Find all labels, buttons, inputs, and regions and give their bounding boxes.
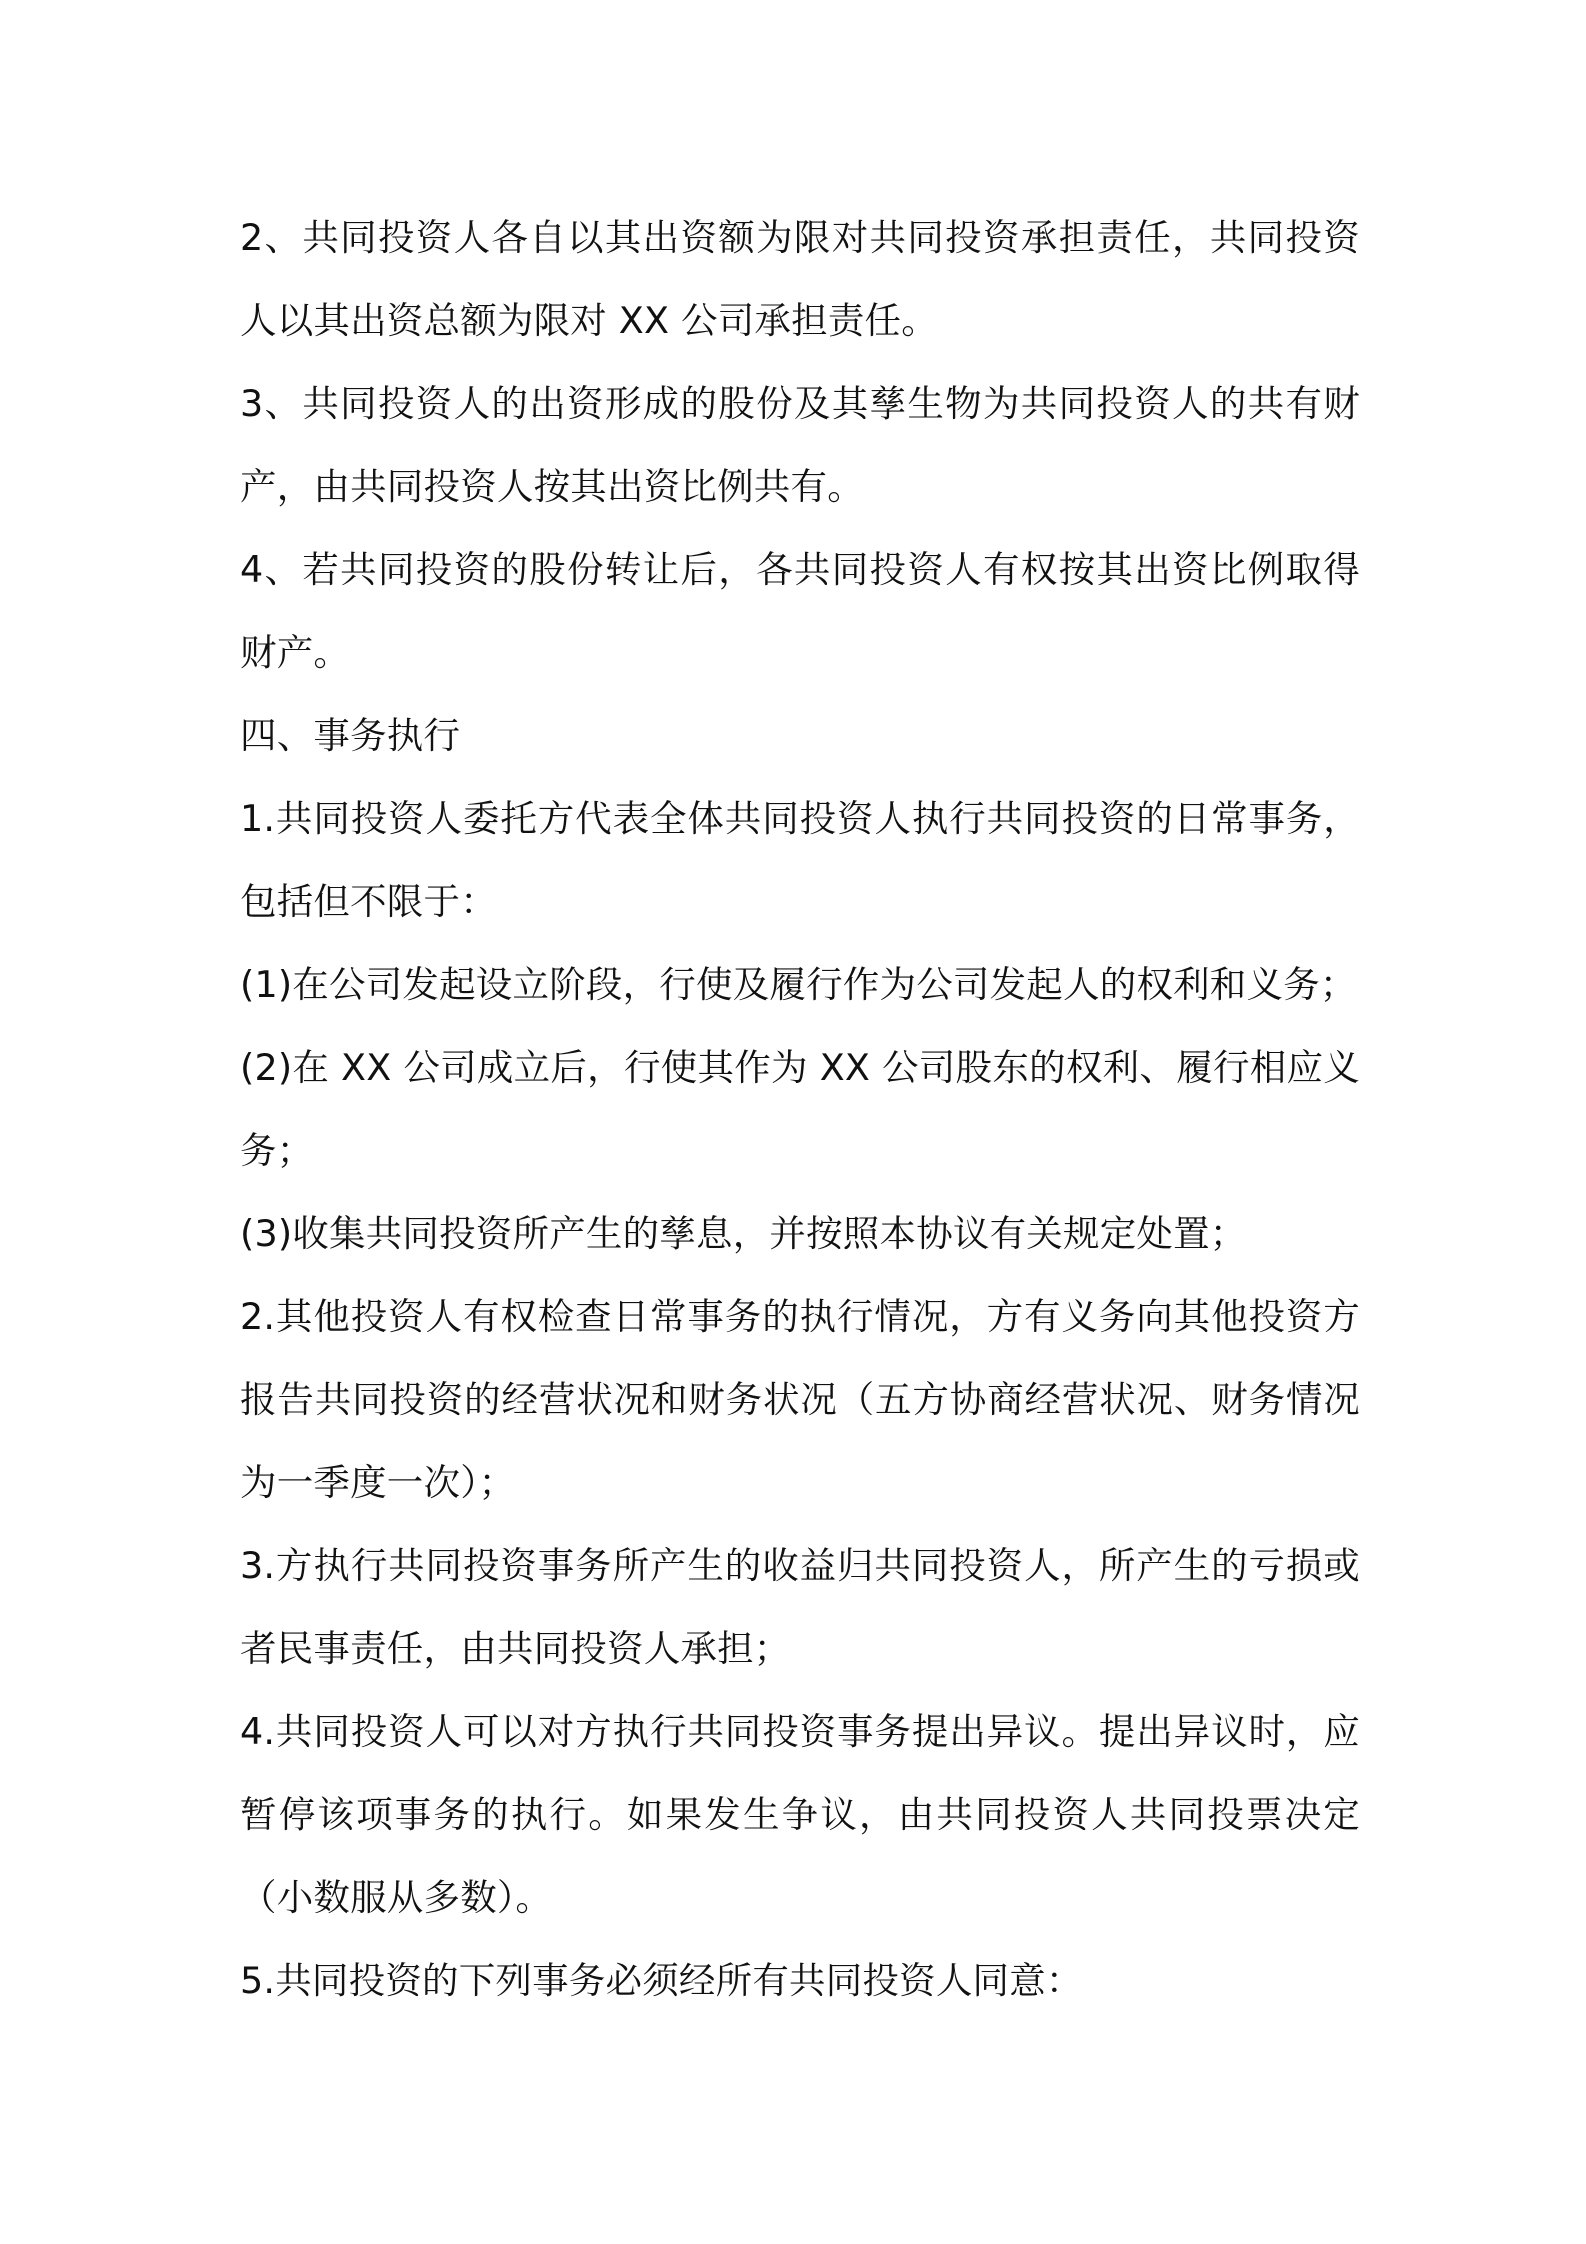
subitem-1-founding-stage: (1)在公司发起设立阶段，行使及履行作为公司发起人的权利和义务； (240, 963, 1357, 1006)
clause-4-transfer-rights: 4、若共同投资的股份转让后，各共同投资人有权按其出资比例取得财产。 (240, 548, 1360, 674)
item-4-objection: 4.共同投资人可以对方执行共同投资事务提出异议。提出异议时，应暂停该项事务的执行。如果发生争议，由共同投资人共同投票决定（小数服从多数）。 (240, 1710, 1360, 1919)
section-heading-affairs-execution: 四、事务执行 (240, 714, 461, 757)
subitem-2-after-establishment: (2)在 XX 公司成立后，行使其作为 XX 公司股东的权利、履行相应义务； (240, 1046, 1360, 1172)
item-1-delegation: 1.共同投资人委托方代表全体共同投资人执行共同投资的日常事务，包括但不限于： (240, 797, 1360, 923)
clause-2-liability: 2、共同投资人各自以其出资额为限对共同投资承担责任，共同投资人以其出资总额为限对 XX 公司承担责任。 (240, 216, 1360, 342)
document-body (240, 196, 1360, 2022)
subitem-3-collect-proceeds: (3)收集共同投资所产生的孳息，并按照本协议有关规定处置； (240, 1212, 1247, 1255)
item-5-unanimous-consent: 5.共同投资的下列事务必须经所有共同投资人同意： (240, 1959, 1083, 2002)
item-2-inspection-rights: 2.其他投资人有权检查日常事务的执行情况，方有义务向其他投资方报告共同投资的经营状况和财务状况（五方协商经营状况、财务情况为一季度一次）； (240, 1295, 1360, 1504)
item-3-profit-and-loss: 3.方执行共同投资事务所产生的收益归共同投资人，所产生的亏损或者民事责任，由共同投资人承担； (240, 1544, 1360, 1670)
clause-3-shared-property: 3、共同投资人的出资形成的股份及其孳生物为共同投资人的共有财产，由共同投资人按其出资比例共有。 (240, 382, 1360, 508)
